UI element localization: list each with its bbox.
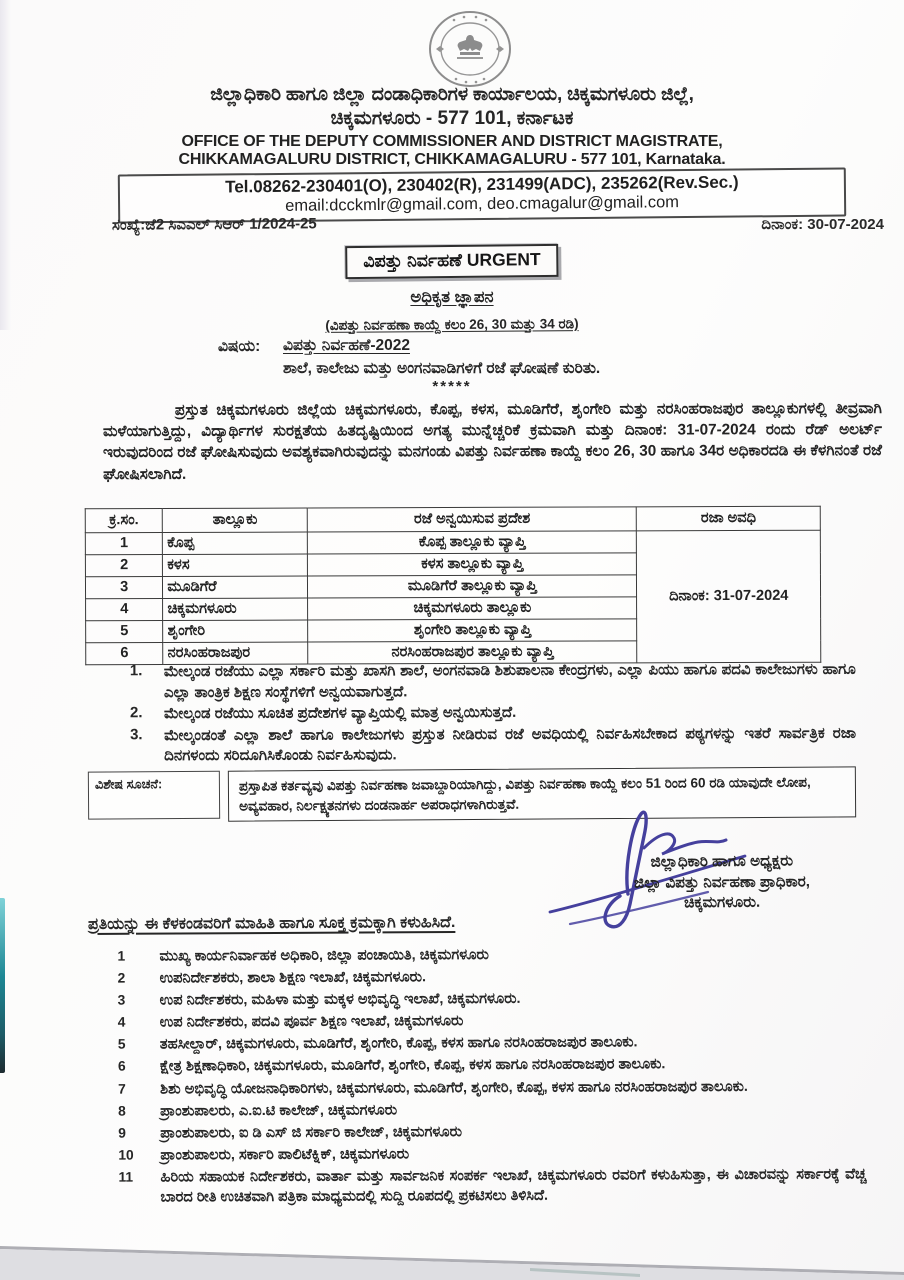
office-name-kannada-line1: ಜಿಲ್ಲಾಧಿಕಾರಿ ಹಾಗೂ ಜಿಲ್ಲಾ ದಂಡಾಧಿಕಾರಿಗಳ ಕಾರ್ಯಾಲಯ, ಚಿಕ್ಕಮಗಳೂರು ಜಿಲ್ಲೆ, <box>210 84 694 105</box>
item-number: 11 <box>118 1169 134 1185</box>
item-number: 6 <box>117 1059 126 1075</box>
signatory-designation-block <box>548 850 897 915</box>
item-text: ಉಪನಿರ್ದೇಶಕರು, ಶಾಲಾ ಶಿಕ್ಷಣ ಇಲಾಖೆ, ಚಿಕ್ಕಮಗಳೂರು. <box>159 969 427 987</box>
col-header-slno: ಕ್ರ.ಸಂ. <box>85 509 162 533</box>
item-text: ಉಪ ನಿರ್ದೇಶಕರು, ಮಹಿಳಾ ಮತ್ತು ಮಕ್ಕಳ ಅಭಿವೃದ್ಧಿ ಇಲಾಖೆ, ಚಿಕ್ಕಮಗಳೂರು. <box>159 991 521 1009</box>
office-name-english-line1: OFFICE OF THE DEPUTY COMMISSIONER AND DISTRICT MAGISTRATE, <box>181 133 723 150</box>
table-header-row <box>85 506 820 533</box>
act-sections-line: (ವಿಪತ್ತು ನಿರ್ವಹಣಾ ಕಾಯ್ದೆ ಕಲಂ 26, 30 ಮತ್ತು 34 ರಡಿ) <box>325 316 579 333</box>
reference-number: ಸಂಖ್ಯೆ:ಜೆ2 ಸಿಎಎಲ್ ಸಿಆರ್ 1/2024-25 <box>111 215 317 234</box>
col-header-taluk: ತಾಲ್ಲೂಕು <box>163 508 308 533</box>
cell-taluk: ಶೃಂಗೇರಿ <box>163 620 308 643</box>
condition-text: ಮೇಲ್ಕಂಡ ರಜೆಯು ಸೂಚಿತ ಪ್ರದೇಶಗಳ ವ್ಯಾಪ್ತಿಯಲ್ಲಿ ಮಾತ್ರ ಅನ್ವಯಿಸುತ್ತದೆ. <box>163 703 517 723</box>
cell-taluk: ನರಸಿಂಹರಾಜಪುರ <box>163 642 308 665</box>
table-row <box>85 530 820 555</box>
item-number: 8 <box>118 1103 126 1119</box>
condition-item <box>130 723 856 767</box>
distribution-item <box>118 1055 866 1078</box>
item-number: 4 <box>117 1014 126 1030</box>
subject-label: ವಿಷಯ: <box>218 338 261 355</box>
item-text: ತಹಸೀಲ್ದಾರ್, ಚಿಕ್ಕಮಗಳೂರು, ಮೂಡಿಗೆರೆ, ಶೃಂಗೇರಿ, ಕೊಪ್ಪ, ಕಳಸ ಹಾಗೂ ನರಸಿಂಹರಾಜಪುರ ತಾಲೂಕು. <box>159 1034 638 1053</box>
cell-area: ಕೊಪ್ಪ ತಾಲ್ಲೂಕು ವ್ಯಾಪ್ತಿ <box>308 531 637 554</box>
subject-line1: ವಿಪತ್ತು ನಿರ್ವಹಣೆ-2022 <box>283 337 410 354</box>
condition-item <box>130 660 856 704</box>
item-number: 9 <box>118 1125 126 1141</box>
conditions-list <box>130 660 856 768</box>
item-text: ಕ್ಷೇತ್ರ ಶಿಕ್ಷಣಾಧಿಕಾರಿ, ಚಿಕ್ಕಮಗಳೂರು, ಮೂಡಿಗೆರೆ, ಶೃಂಗೇರಿ, ಕೊಪ್ಪ, ಕಳಸ ಹಾಗೂ ನರಸಿಂಹರಾಜಪುರ ತಾಲೂಕು. <box>159 1056 666 1075</box>
cell-taluk: ಚಿಕ್ಕಮಗಳೂರು <box>163 598 308 621</box>
col-header-period: ರಜಾ ಅವಧಿ <box>637 506 821 531</box>
item-text: ಮುಖ್ಯ ಕಾರ್ಯನಿರ್ವಾಹಕ ಅಧಿಕಾರಿ, ಜಿಲ್ಲಾ ಪಂಚಾಯಿತಿ, ಚಿಕ್ಕಮಗಳೂರು <box>159 947 489 965</box>
asterisk-separator: ***** <box>432 378 472 395</box>
cell-holiday-period: ದಿನಾಂಕ: 31-07-2024 <box>637 530 821 663</box>
item-number: 10 <box>118 1147 134 1163</box>
item-number: 7 <box>118 1081 126 1097</box>
item-text: ಪ್ರಾಂಶುಪಾಲರು, ಸರ್ಕಾರಿ ಪಾಲಿಟೆಕ್ನಿಕ್, ಚಿಕ್ಕಮಗಳೂರು <box>160 1146 410 1164</box>
office-name-english-line2: CHIKKAMAGALURU DISTRICT, CHIKKAMAGALURU - 577 101, Karnataka. <box>178 151 726 168</box>
special-note-text: ಪ್ರಸ್ತಾಪಿತ ಕರ್ತವ್ಯವು ವಿಪತ್ತು ನಿರ್ವಹಣಾ ಜವಾಬ್ದಾರಿಯಾಗಿದ್ದು, ವಿಪತ್ತು ನಿರ್ವಹಣಾ ಕಾಯ್ದೆ ಕಲಂ 51 ರಿಂದ 60 ರಡಿ ಯಾವುದೇ ಲೋಪ, ಅವ್ಯವಹಾರ, ನಿರ್ಲಕ್ಷ್ಯತನಗಳು ದಂಡನಾರ್ಹ ಅಪರಾಧಗಳಾಗಿರುತ್ತವೆ. <box>228 766 856 821</box>
signatory-line1: ಜಿಲ್ಲಾಧಿಕಾರಿ ಹಾಗೂ ಅಧ್ಯಕ್ಷರು <box>650 852 794 871</box>
item-text: ಹಿರಿಯ ಸಹಾಯಕ ನಿರ್ದೇಶಕರು, ವಾರ್ತಾ ಮತ್ತು ಸಾರ್ವಜನಿಕ ಸಂಪರ್ಕ ಇಲಾಖೆ, ಚಿಕ್ಕಮಗಳೂರು ರವರಿಗೆ ಕಳುಹಿಸುತ್ತಾ, ಈ ವಿಚಾರವನ್ನು ಸರ್ಕಾರಕ್ಕೆ ವೆಚ್ಚ ಬಾರದ ರೀತಿ ಉಚಿತವಾಗಿ ಪತ್ರಿಕಾ ಮಾಧ್ಯಮದಲ್ಲಿ ಸುದ್ದಿ ರೂಪದಲ್ಲಿ ಪ್ರಕಟಿಸಲು ತಿಳಿಸಿದೆ. <box>160 1166 867 1205</box>
email-addresses: email:dcckmlr@gmail.com, deo.cmagalur@gmail.com <box>285 193 680 215</box>
distribution-item <box>118 1165 866 1207</box>
cell-area: ಕಳಸ ತಾಲ್ಲೂಕು ವ್ಯಾಪ್ತಿ <box>308 553 637 576</box>
cell-area: ಮೂಡಿಗೆರೆ ತಾಲ್ಲೂಕು ವ್ಯಾಪ್ತಿ <box>308 575 637 598</box>
special-note <box>88 766 856 822</box>
distribution-item <box>117 944 865 967</box>
item-text: ಶಿಶು ಅಭಿವೃದ್ಧಿ ಯೋಜನಾಧಿಕಾರಿಗಳು, ಚಿಕ್ಕಮಗಳೂರು, ಮೂಡಿಗೆರೆ, ಶೃಂಗೇರಿ, ಕೊಪ್ಪ, ಕಳಸ ಹಾಗೂ ನರಸಿಂಹರಾಜಪುರ ತಾಲೂಕು. <box>160 1078 748 1098</box>
cell-area: ನರಸಿಂಹರಾಜಪುರ ತಾಲ್ಲೂಕು ವ್ಯಾಪ್ತಿ <box>308 641 637 664</box>
distribution-item <box>118 1011 866 1034</box>
cell-slno: 6 <box>86 643 163 665</box>
cell-area: ಚಿಕ್ಕಮಗಳೂರು ತಾಲ್ಲೂಕು <box>308 597 637 620</box>
distribution-item <box>118 1099 866 1122</box>
subject-line2: ಶಾಲೆ, ಕಾಲೇಜು ಮತ್ತು ಅಂಗನವಾಡಿಗಳಿಗೆ ರಜೆ ಘೋಷಣೆ ಕುರಿತು. <box>283 360 601 377</box>
distribution-item <box>118 1033 866 1056</box>
cell-area: ಶೃಂಗೇರಿ ತಾಲ್ಲೂಕು ವ್ಯಾಪ್ತಿ <box>308 619 637 642</box>
reference-row <box>112 216 884 233</box>
item-number: 2 <box>117 970 126 986</box>
cell-slno: 3 <box>85 577 162 599</box>
cell-taluk: ಮೂಡಿಗೆರೆ <box>163 576 308 599</box>
memo-title: ಅಧಿಕೃತ ಜ್ಞಾಪನ <box>410 288 494 306</box>
cell-taluk: ಕಳಸ <box>163 554 308 577</box>
copy-to-heading: ಪ್ರತಿಯನ್ನು ಈ ಕೆಳಕಂಡವರಿಗೆ ಮಾಹಿತಿ ಹಾಗೂ ಸೂಕ್ತ ಕ್ರಮಕ್ಕಾಗಿ ಕಳುಹಿಸಿದೆ. <box>87 914 456 933</box>
condition-text: ಮೇಲ್ಕಂಡ ರಜೆಯು ಎಲ್ಲಾ ಸರ್ಕಾರಿ ಮತ್ತು ಖಾಸಗಿ ಶಾಲೆ, ಅಂಗನವಾಡಿ ಶಿಶುಪಾಲನಾ ಕೇಂದ್ರಗಳು, ಎಲ್ಲಾ ಪಿಯು ಹಾಗೂ ಪದವಿ ಕಾಲೇಜುಗಳು ಹಾಗೂ ಎಲ್ಲಾ ತಾಂತ್ರಿಕ ಶಿಕ್ಷಣ ಸಂಸ್ಥೆಗಳಿಗೆ ಅನ್ವಯವಾಗುತ್ತದೆ. <box>163 660 856 701</box>
item-text: ಉಪ ನಿರ್ದೇಶಕರು, ಪದವಿ ಪೂರ್ವ ಶಿಕ್ಷಣ ಇಲಾಖೆ, ಚಿಕ್ಕಮಗಳೂರು <box>159 1013 464 1031</box>
memo-body-paragraph: ಪ್ರಸ್ತುತ ಚಿಕ್ಕಮಗಳೂರು ಜಿಲ್ಲೆಯ ಚಿಕ್ಕಮಗಳೂರು, ಕೊಪ್ಪ, ಕಳಸ, ಮೂಡಿಗೆರೆ, ಶೃಂಗೇರಿ ಮತ್ತು ನರಸಿಂಹರಾಜಪುರ ತಾಲ್ಲೂಕುಗಳಲ್ಲಿ ತೀವ್ರವಾಗಿ ಮಳೆಯಾಗುತ್ತಿದ್ದು, ವಿದ್ಯಾರ್ಥಿಗಳ ಸುರಕ್ಷತೆಯ ಹಿತದೃಷ್ಟಿಯಿಂದ ಅಗತ್ಯ ಮುನ್ನೆಚ್ಚರಿಕೆ ಕ್ರಮವಾಗಿ ಮತ್ತು ದಿನಾಂಕ: 31-07-2024 ರಂದು ರೆಡ್ ಅಲರ್ಟ್ ಇರುವುದರಿಂದ ರಜೆ ಘೋಷಿಸುವುದು ಅವಶ್ಯಕವಾಗಿರುವುದನ್ನು ಮನಗಂಡು ವಿಪತ್ತು ನಿರ್ವಹಣಾ ಕಾಯ್ದೆ ಕಲಂ 26, 30 ಹಾಗೂ 34ರ ಅಧಿಕಾರದಡಿ ಈ ಕೆಳಗಿನಂತೆ ರಜೆ ಘೋಷಿಸಲಾಗಿದೆ. <box>102 399 883 483</box>
signatory-line3: ಚಿಕ್ಕಮಗಳೂರು. <box>684 893 761 912</box>
issue-date: ದಿನಾಂಕ: 30-07-2024 <box>761 216 884 233</box>
distribution-item <box>118 1143 866 1166</box>
distribution-list <box>117 944 866 1210</box>
item-text: ಪ್ರಾಂಶುಪಾಲರು, ಎ.ಐ.ಟಿ ಕಾಲೇಜ್, ಚಿಕ್ಕಮಗಳೂರು <box>160 1102 398 1120</box>
telephone-numbers: Tel.08262-230401(O), 230402(R), 231499(ADC), 235262(Rev.Sec.) <box>225 172 739 197</box>
distribution-item <box>118 1121 866 1144</box>
distribution-item <box>118 989 866 1012</box>
cell-slno: 5 <box>86 621 163 643</box>
page-edge-teal-mark <box>0 898 5 1073</box>
government-seal-icon <box>424 8 516 90</box>
cell-slno: 1 <box>85 533 162 555</box>
cell-slno: 2 <box>85 555 162 577</box>
signatory-line2: ಜಿಲ್ಲಾ ವಿಪತ್ತು ನಿರ್ವಹಣಾ ಪ್ರಾಧಿಕಾರ, <box>633 872 811 892</box>
item-number: 3 <box>117 992 126 1008</box>
holiday-declaration-table <box>85 506 822 666</box>
condition-text: ಮೇಲ್ಕಂಡಂತೆ ಎಲ್ಲಾ ಶಾಲೆ ಹಾಗೂ ಕಾಲೇಜುಗಳು ಪ್ರಸ್ತುತ ನೀಡಿರುವ ರಜೆ ಅವಧಿಯಲ್ಲಿ ನಿರ್ವಹಿಸಬೇಕಾದ ಪಠ್ಯಗಳನ್ನು ಇತರೆ ಸಾರ್ವತ್ರಿಕ ರಜಾ ದಿನಗಳಂದು ಸರಿದೂಗಿಸಿಕೊಂಡು ನಿರ್ವಹಿಸುವುದು. <box>164 724 857 765</box>
item-number: 1 <box>117 948 126 964</box>
cell-slno: 4 <box>86 599 163 621</box>
distribution-item <box>118 1077 866 1100</box>
office-name-kannada-line2: ಚಿಕ್ಕಮಗಳೂರು - 577 101, ಕರ್ನಾಟಕ <box>330 108 574 129</box>
col-header-area: ರಜೆ ಅನ್ವಯಿಸುವ ಪ್ರದೇಶ <box>307 507 636 532</box>
condition-number: 1. <box>129 662 143 680</box>
special-note-label: ವಿಶೇಷ ಸೂಚನೆ: <box>88 771 220 820</box>
item-number: 5 <box>117 1036 126 1053</box>
condition-number: 3. <box>130 725 143 743</box>
page-bottom-edge-shadow <box>0 1234 904 1280</box>
condition-number: 2. <box>129 704 143 722</box>
condition-item <box>130 702 856 725</box>
item-text: ಪ್ರಾಂಶುಪಾಲರು, ಐ ಡಿ ಎಸ್ ಜಿ ಸರ್ಕಾರಿ ಕಾಲೇಜ್, ಚಿಕ್ಕಮಗಳೂರು <box>160 1123 463 1142</box>
urgent-stamp: ವಿಪತ್ತು ನಿರ್ವಹಣೆ URGENT <box>345 244 559 279</box>
cell-taluk: ಕೊಪ್ಪ <box>163 532 308 555</box>
distribution-item <box>118 966 866 989</box>
